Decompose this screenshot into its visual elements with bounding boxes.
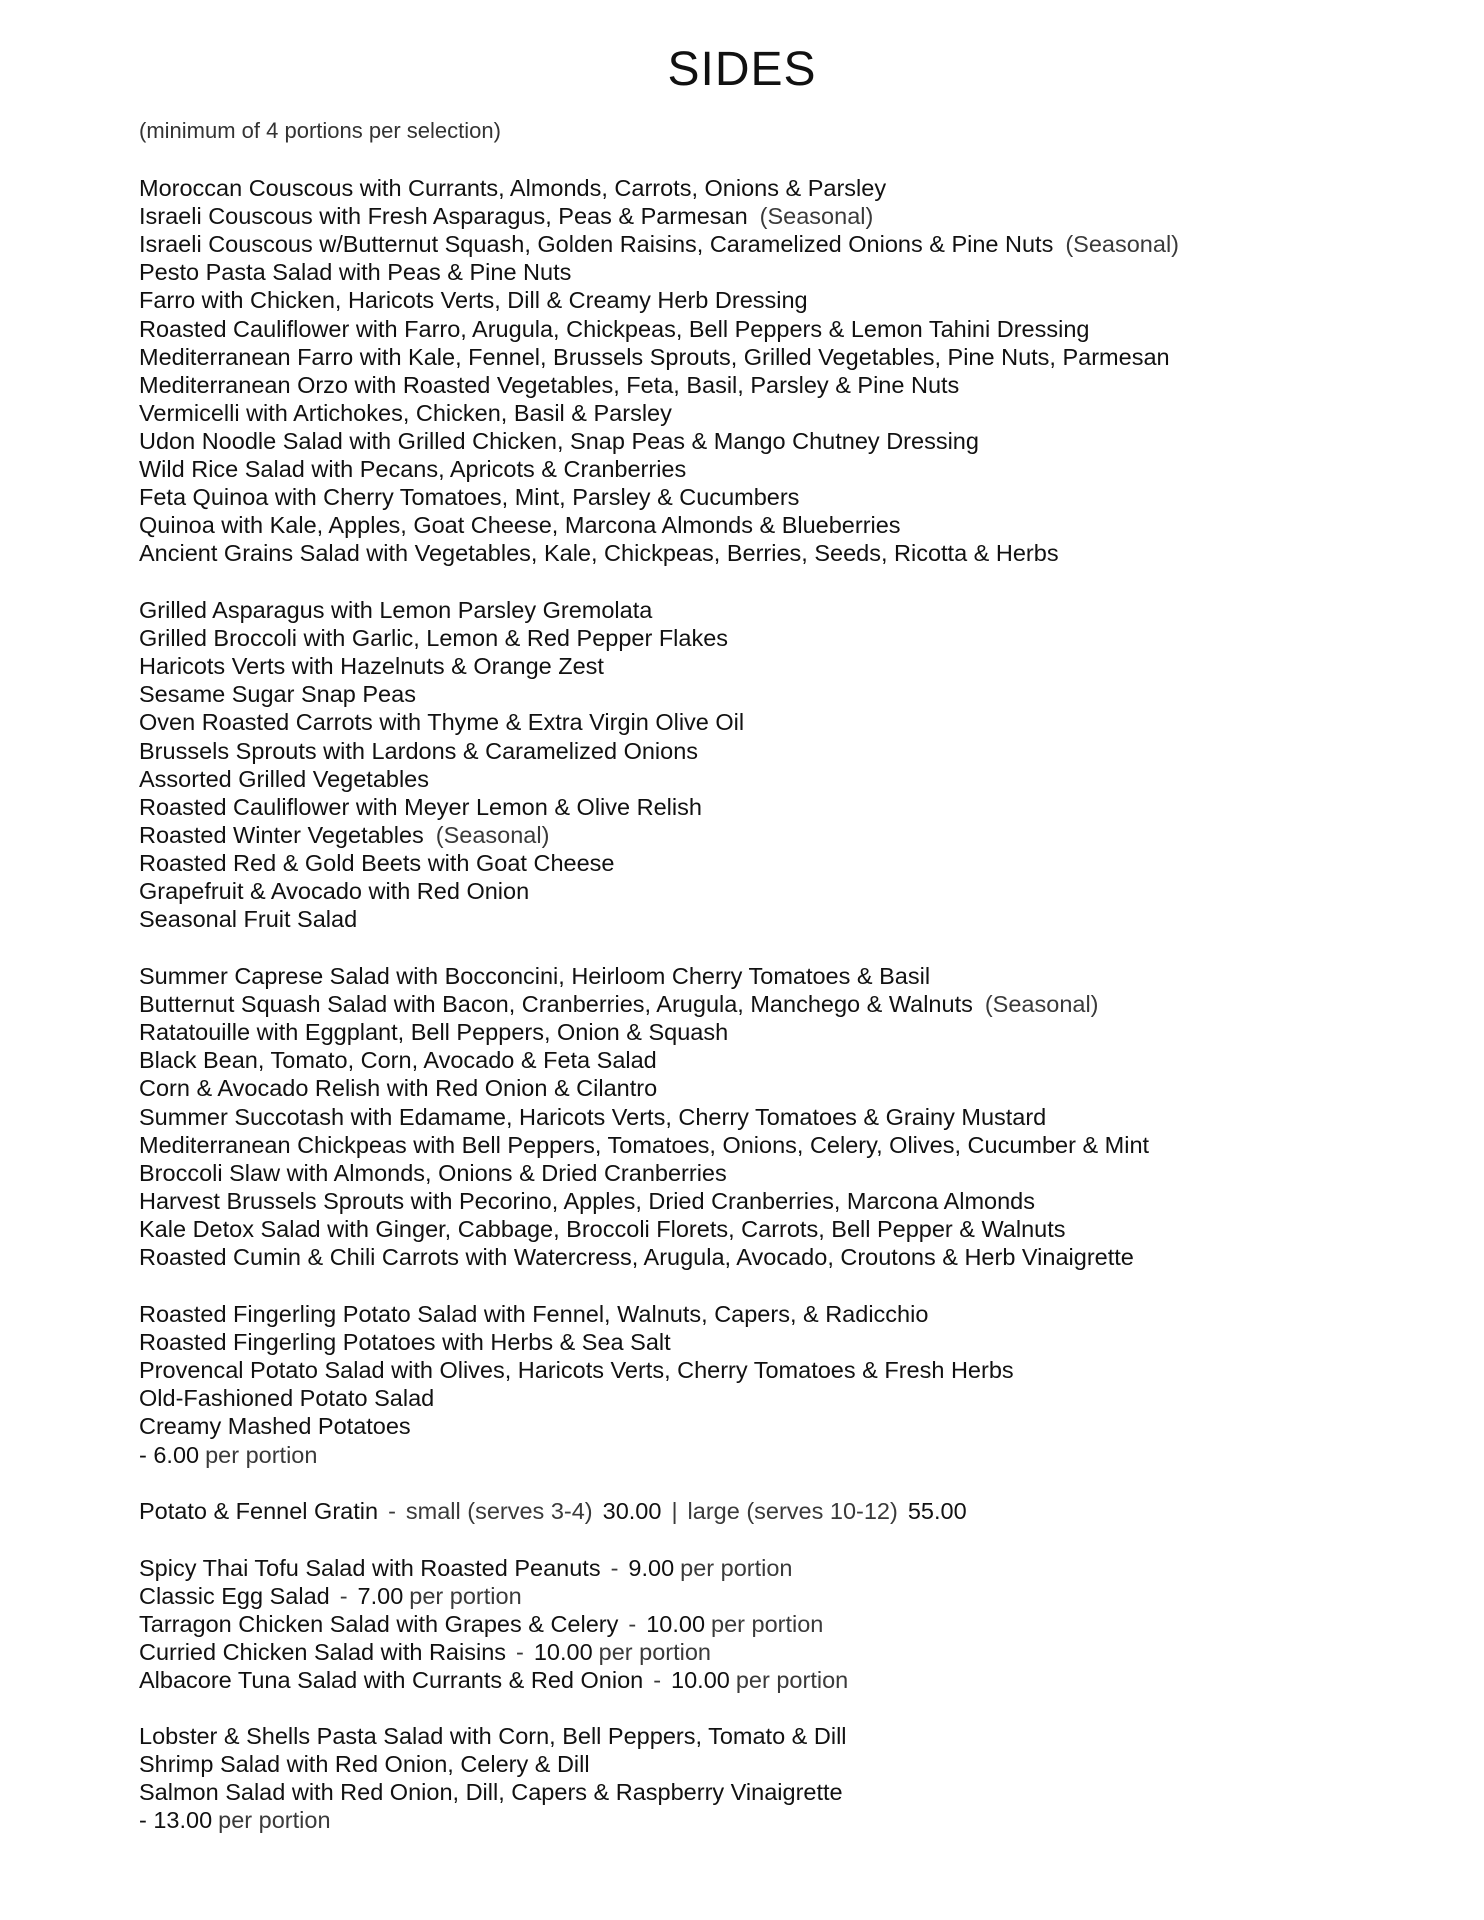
menu-item (139, 1750, 590, 1778)
menu-item (139, 1159, 727, 1187)
menu-item-name: Haricots Verts with Hazelnuts & Orange Zest (139, 653, 604, 680)
menu-item (139, 1131, 1149, 1159)
menu-item-price: 7.00 (357, 1583, 404, 1610)
menu-item-name: Tarragon Chicken Salad with Grapes & Celery (139, 1611, 619, 1638)
menu-item-name: Roasted Winter Vegetables (139, 821, 424, 848)
menu-item-name: Moroccan Couscous with Currants, Almonds, Carrots, Onions & Parsley (139, 175, 887, 201)
price-unit: per portion (205, 1441, 318, 1468)
seasonal-note: (Seasonal) (984, 991, 1099, 1018)
menu-item (139, 1300, 928, 1328)
menu-item (139, 371, 959, 399)
menu-item (139, 427, 979, 455)
menu-item (139, 1722, 847, 1750)
menu-item-name: Quinoa with Kale, Apples, Goat Cheese, Marcona Almonds & Blueberries (139, 512, 901, 539)
menu-item-name: Oven Roasted Carrots with Thyme & Extra Virgin Olive Oil (139, 709, 745, 736)
menu-item-name: Salmon Salad with Red Onion, Dill, Capers & Raspberry Vinaigrette (139, 1779, 843, 1806)
menu-item-name: Old-Fashioned Potato Salad (139, 1385, 435, 1412)
price-separator: - (610, 1555, 619, 1581)
menu-item (139, 1046, 657, 1074)
menu-item (139, 1074, 657, 1102)
size-label: large (serves 10-12) (687, 1498, 898, 1524)
menu-item (139, 793, 702, 821)
price-unit: per portion (218, 1807, 331, 1834)
menu-item-name: Assorted Grilled Vegetables (139, 765, 429, 792)
menu-item (139, 1610, 823, 1638)
menu-item-name: Seasonal Fruit Salad (139, 906, 358, 933)
menu-item (139, 1412, 411, 1440)
menu-item (139, 708, 744, 736)
menu-item (139, 1018, 728, 1046)
menu-item-name: Kale Detox Salad with Ginger, Cabbage, Broccoli Florets, Carrots, Bell Pepper & Walnuts (139, 1215, 1066, 1242)
menu-item (139, 1384, 434, 1412)
menu-item (139, 765, 429, 793)
menu-item (139, 990, 1099, 1018)
menu-item-name: Roasted Cauliflower with Meyer Lemon & Olive Relish (139, 793, 702, 820)
menu-item (139, 596, 652, 624)
menu-item-name: Mediterranean Orzo with Roasted Vegetables, Feta, Basil, Parsley & Pine Nuts (139, 371, 960, 398)
minimum-note: (minimum of 4 portions per selection) (139, 118, 501, 143)
menu-item (139, 258, 571, 286)
price-separator: - (339, 1583, 348, 1610)
price-separator: - (516, 1639, 524, 1666)
menu-item-name: Lobster & Shells Pasta Salad with Corn, Bell Peppers, Tomato & Dill (139, 1723, 847, 1749)
menu-item-name: Grilled Broccoli with Garlic, Lemon & Red Pepper Flakes (139, 625, 729, 652)
menu-item (139, 1666, 848, 1694)
menu-item (139, 821, 549, 849)
price-unit: per portion (735, 1667, 849, 1694)
menu-item-name: Roasted Red & Gold Beets with Goat Cheese (139, 849, 615, 876)
menu-item-name: Butternut Squash Salad with Bacon, Cranberries, Arugula, Manchego & Walnuts (139, 991, 973, 1018)
menu-item-name: Shrimp Salad with Red Onion, Celery & Dill (139, 1751, 590, 1778)
menu-item (139, 1554, 793, 1582)
menu-item-name: Albacore Tuna Salad with Currants & Red Onion (139, 1667, 644, 1694)
menu-item-name: Summer Caprese Salad with Bocconcini, Heirloom Cherry Tomatoes & Basil (139, 963, 931, 989)
menu-item-name: Mediterranean Farro with Kale, Fennel, Brussels Sprouts, Grilled Vegetables, Pine Nuts, Parmesan (139, 343, 1170, 370)
menu-item (139, 511, 901, 539)
size-label: small (serves 3-4) (405, 1498, 593, 1524)
menu-item-name: Pesto Pasta Salad with Peas & Pine Nuts (139, 259, 572, 286)
group-price-value: - 13.00 (139, 1807, 213, 1834)
price-unit: per portion (598, 1639, 712, 1666)
menu-item-name: Grapefruit & Avocado with Red Onion (139, 878, 530, 904)
menu-item-name: Potato & Fennel Gratin (139, 1498, 379, 1524)
menu-item-name: Roasted Cumin & Chili Carrots with Watercress, Arugula, Avocado, Croutons & Herb Vinaigrette (139, 1244, 1134, 1270)
menu-item-name: Wild Rice Salad with Pecans, Apricots & Cranberries (139, 456, 687, 482)
menu-item (139, 877, 529, 905)
menu-item (139, 849, 615, 877)
menu-item (139, 230, 1179, 258)
menu-item-name: Provencal Potato Salad with Olives, Haricots Verts, Cherry Tomatoes & Fresh Herbs (139, 1357, 1014, 1384)
menu-item-price: 10.00 (646, 1611, 706, 1638)
menu-item-name: Summer Succotash with Edamame, Haricots Verts, Cherry Tomatoes & Grainy Mustard (139, 1103, 1047, 1130)
menu-item-price: 10.00 (671, 1667, 730, 1694)
menu-item (139, 962, 930, 990)
menu-item-name: Feta Quinoa with Cherry Tomatoes, Mint, Parsley & Cucumbers (139, 484, 800, 511)
menu-item (139, 1582, 522, 1610)
menu-item-name: Israeli Couscous w/Butternut Squash, Golden Raisins, Caramelized Onions & Pine Nuts (139, 231, 1054, 258)
menu-item (139, 315, 1089, 343)
menu-item (139, 202, 873, 230)
menu-item-name: Udon Noodle Salad with Grilled Chicken, Snap Peas & Mango Chutney Dressing (139, 427, 979, 454)
menu-item-name: Creamy Mashed Potatoes (139, 1413, 411, 1440)
menu-item (139, 455, 686, 483)
menu-item-name: Broccoli Slaw with Almonds, Onions & Dried Cranberries (139, 1159, 727, 1186)
menu-item (139, 539, 1059, 567)
group-price-value: - 6.00 (139, 1441, 200, 1468)
menu-item (139, 1778, 843, 1806)
menu-item (139, 624, 728, 652)
price-unit: per portion (711, 1611, 824, 1638)
group-price (139, 1441, 317, 1469)
seasonal-note: (Seasonal) (435, 821, 550, 848)
menu-item (139, 1103, 1046, 1131)
price-separator: - (628, 1611, 637, 1638)
menu-item (139, 399, 672, 427)
menu-item-name: Corn & Avocado Relish with Red Onion & Cilantro (139, 1075, 658, 1102)
menu-item-name: Ratatouille with Eggplant, Bell Peppers, Onion & Squash (139, 1019, 729, 1046)
menu-item-name: Ancient Grains Salad with Vegetables, Kale, Chickpeas, Berries, Seeds, Ricotta & Herbs (139, 540, 1059, 567)
menu-item (139, 1243, 1134, 1271)
menu-item-name: Vermicelli with Artichokes, Chicken, Basil & Parsley (139, 399, 672, 426)
menu-item (139, 737, 698, 765)
menu-item-name: Black Bean, Tomato, Corn, Avocado & Feta Salad (139, 1047, 657, 1074)
price-separator: - (388, 1498, 396, 1524)
menu-item-name: Brussels Sprouts with Lardons & Caramelized Onions (139, 737, 699, 764)
menu-item-name: Farro with Chicken, Haricots Verts, Dill & Creamy Herb Dressing (139, 287, 808, 314)
menu-item (139, 1638, 711, 1666)
menu-item (139, 343, 1170, 371)
seasonal-note: (Seasonal) (1065, 231, 1179, 258)
menu-item-name: Mediterranean Chickpeas with Bell Peppers, Tomatoes, Onions, Celery, Olives, Cucumber & Mint (139, 1131, 1150, 1158)
menu-item-price: 9.00 (628, 1555, 675, 1581)
menu-item-name: Sesame Sugar Snap Peas (139, 681, 416, 708)
menu-item-name: Harvest Brussels Sprouts with Pecorino, Apples, Dried Cranberries, Marcona Almonds (139, 1187, 1035, 1214)
menu-item (139, 1356, 1014, 1384)
menu-item (139, 1328, 671, 1356)
menu-item-name: Classic Egg Salad (139, 1583, 330, 1610)
gratin-item (139, 1497, 967, 1525)
menu-item (139, 286, 808, 314)
price-divider: | (671, 1498, 678, 1524)
menu-item (139, 905, 357, 933)
menu-item-name: Roasted Fingerling Potato Salad with Fennel, Walnuts, Capers, & Radicchio (139, 1301, 929, 1327)
menu-item-name: Roasted Fingerling Potatoes with Herbs & Sea Salt (139, 1329, 671, 1356)
seasonal-note: (Seasonal) (759, 203, 874, 230)
menu-item-name: Curried Chicken Salad with Raisins (139, 1639, 507, 1666)
menu-item-price: 55.00 (907, 1498, 967, 1524)
menu-item-name: Roasted Cauliflower with Farro, Arugula, Chickpeas, Bell Peppers & Lemon Tahini Dressing (139, 315, 1090, 342)
menu-item (139, 680, 416, 708)
menu-item-price: 30.00 (602, 1498, 662, 1524)
menu-item-name: Spicy Thai Tofu Salad with Roasted Peanuts (139, 1555, 601, 1581)
price-unit: per portion (680, 1555, 793, 1581)
page-title: SIDES (667, 43, 817, 96)
price-separator: - (653, 1667, 662, 1694)
menu-item (139, 652, 604, 680)
menu-item (139, 483, 799, 511)
menu-item-name: Israeli Couscous with Fresh Asparagus, Peas & Parmesan (139, 203, 748, 230)
menu-item-price: 10.00 (533, 1639, 593, 1666)
menu-item (139, 1215, 1066, 1243)
menu-item (139, 174, 886, 202)
menu-item-name: Grilled Asparagus with Lemon Parsley Gremolata (139, 597, 653, 623)
seafood-price (139, 1806, 331, 1834)
menu-item (139, 1187, 1035, 1215)
price-unit: per portion (409, 1583, 522, 1610)
